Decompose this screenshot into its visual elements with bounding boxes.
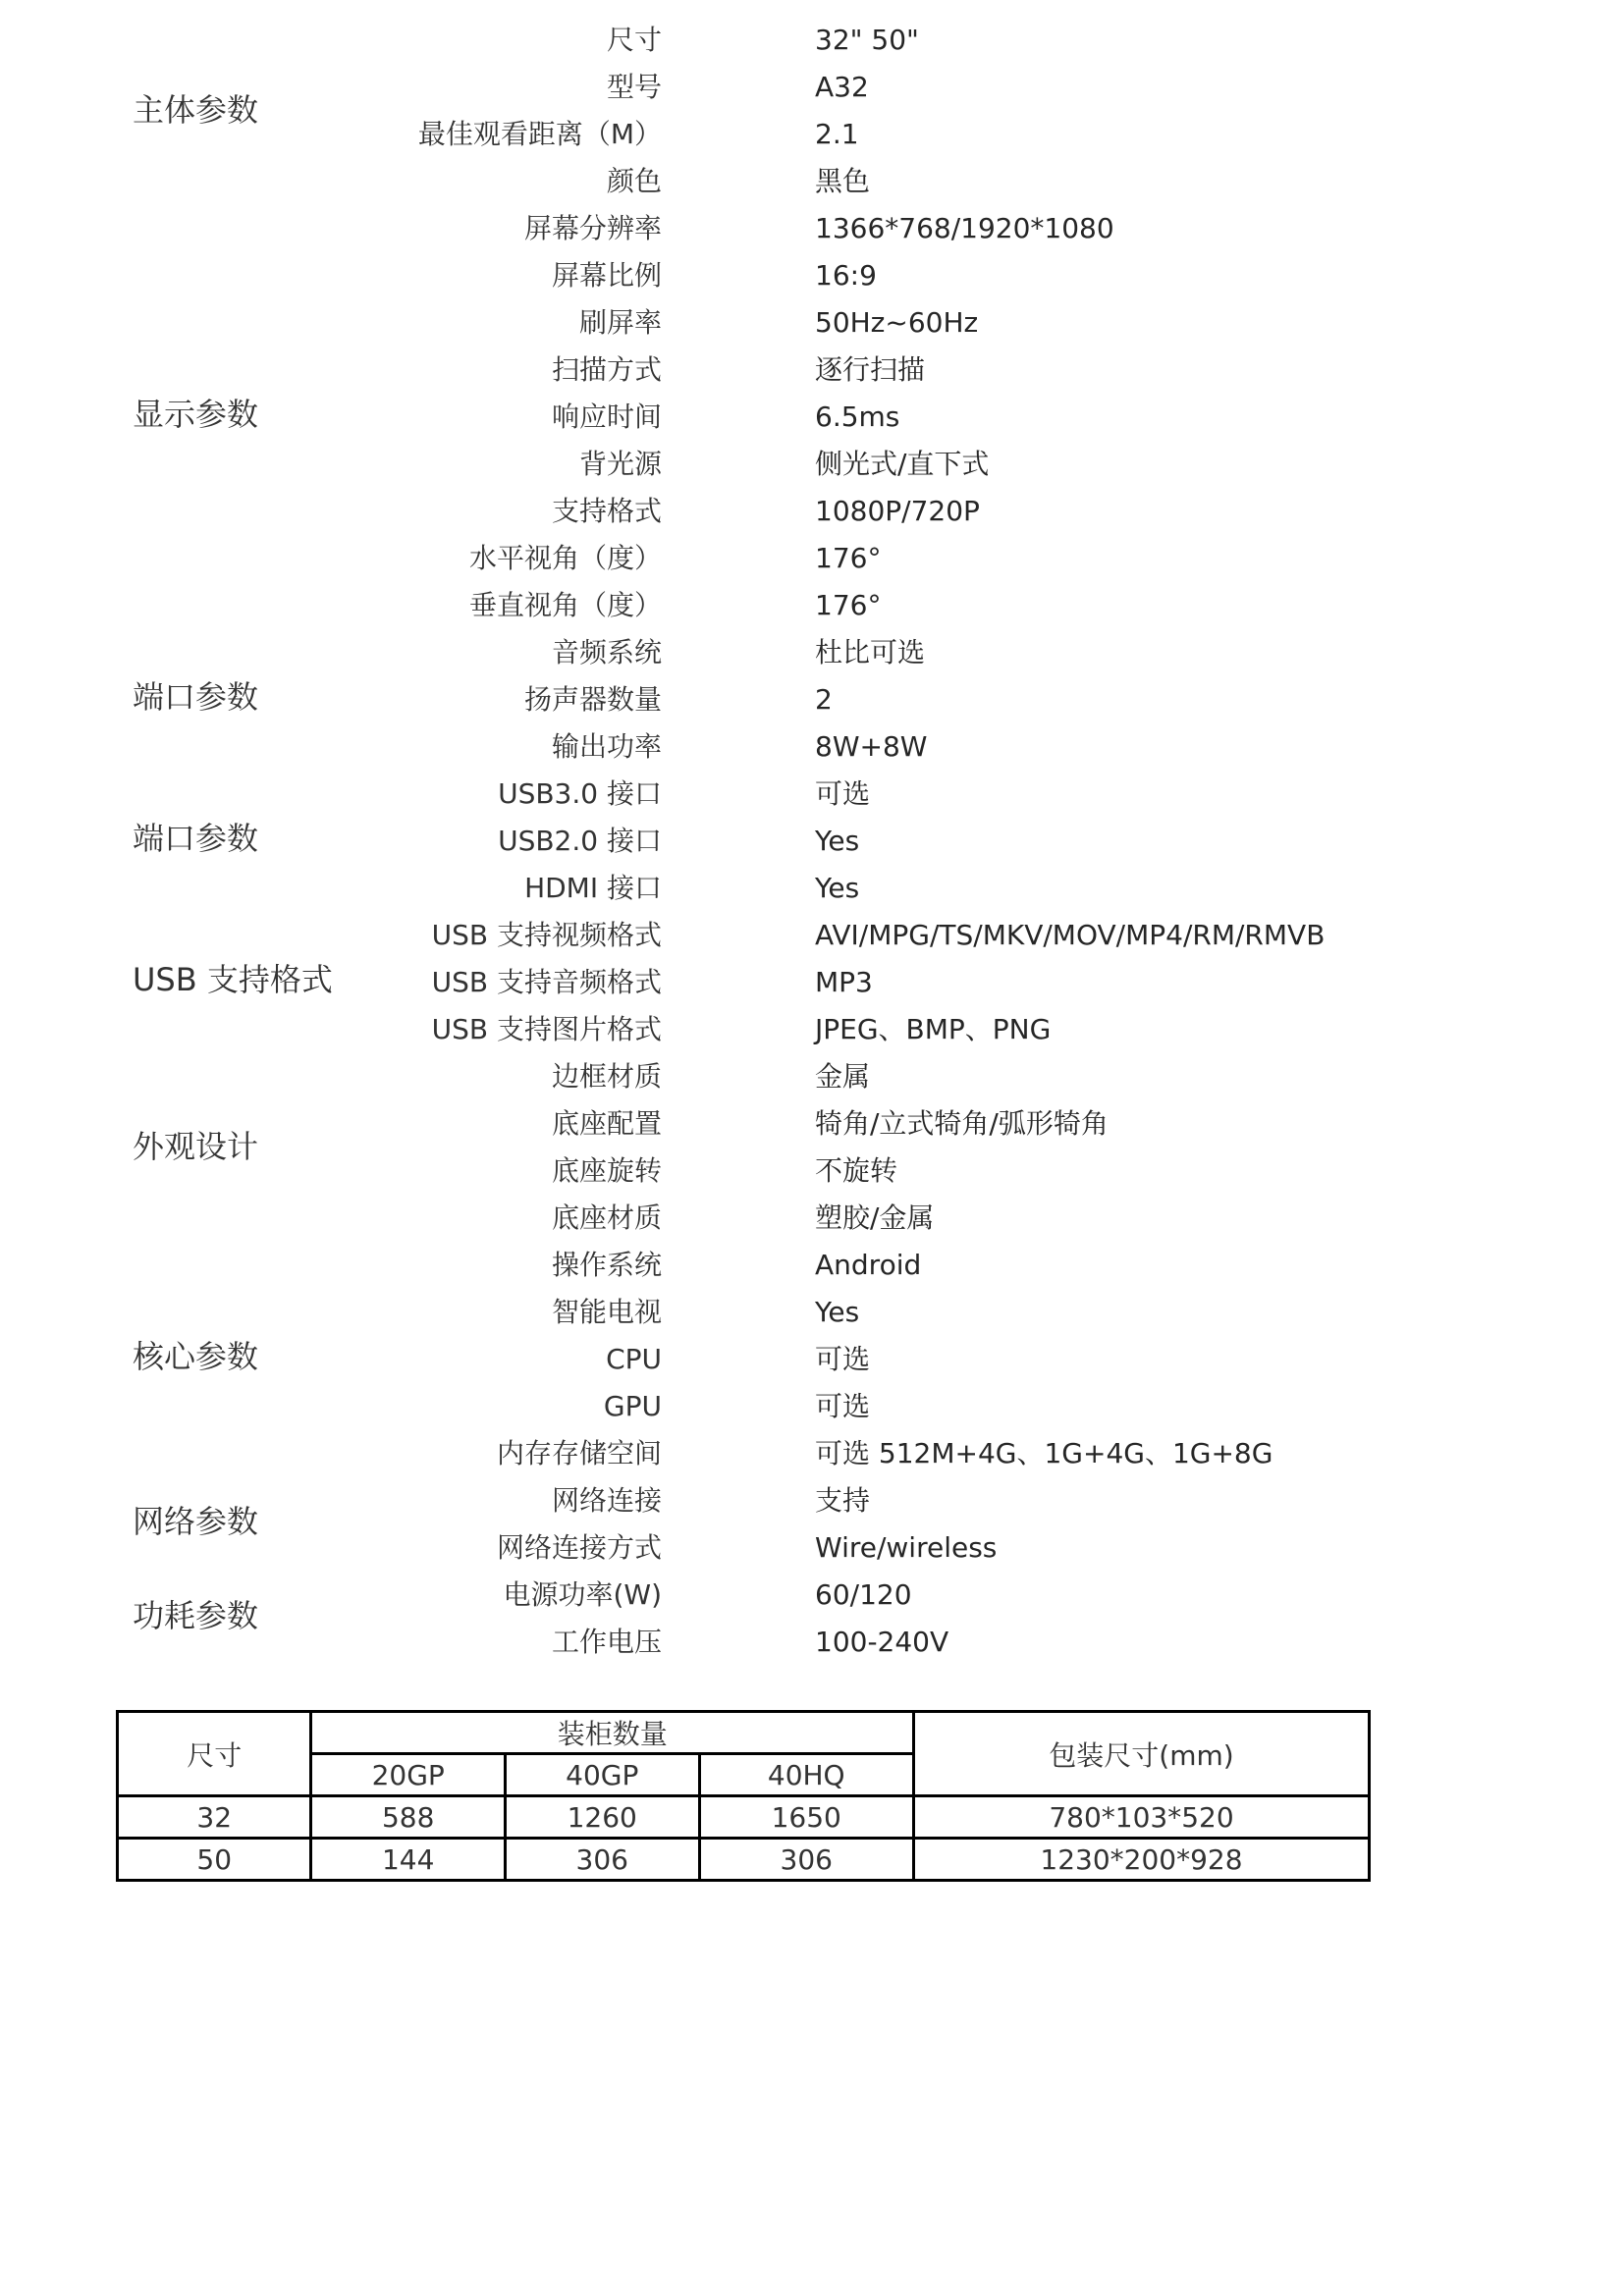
spec-row	[0, 1619, 1624, 1666]
spec-value: 可选	[815, 777, 871, 810]
spec-param: HDMI 接口	[524, 872, 662, 904]
spec-row	[0, 299, 1624, 347]
spec-row	[0, 111, 1624, 158]
spec-row	[0, 347, 1624, 394]
hq40-cell: 1650	[699, 1796, 913, 1839]
spec-row	[0, 1477, 1624, 1524]
group-label-power: 功耗参数	[133, 1597, 259, 1634]
container-header-cell: 装柜数量	[311, 1712, 914, 1754]
spec-value: 1366*768/1920*1080	[815, 212, 1114, 244]
packing-header-row	[118, 1712, 1370, 1754]
package-size-cell: 1230*200*928	[913, 1839, 1369, 1881]
spec-param: 操作系统	[551, 1249, 662, 1281]
spec-value: 可选 512M+4G、1G+4G、1G+8G	[815, 1437, 1273, 1469]
spec-param: 输出功率	[551, 730, 662, 763]
spec-param: 扫描方式	[551, 353, 662, 386]
spec-param: 屏幕分辨率	[523, 212, 662, 244]
spec-param: 音频系统	[551, 636, 662, 668]
spec-param: 内存存储空间	[496, 1437, 662, 1469]
spec-param: 尺寸	[606, 24, 662, 56]
spec-param: 电源功率(W)	[503, 1578, 662, 1611]
spec-row	[0, 1053, 1624, 1100]
group-label-usb-formats: USB 支持格式	[133, 961, 333, 998]
spec-value: 侧光式/直下式	[815, 448, 990, 480]
spec-row	[0, 252, 1624, 299]
group-label-network: 网络参数	[133, 1503, 259, 1540]
spec-param: 网络连接方式	[496, 1531, 662, 1564]
table-row	[118, 1839, 1370, 1881]
spec-value: 50Hz~60Hz	[815, 306, 979, 339]
spec-row	[0, 1336, 1624, 1383]
spec-row	[0, 1006, 1624, 1053]
spec-value: MP3	[815, 966, 873, 998]
package-size-cell: 780*103*520	[913, 1796, 1369, 1839]
spec-value: 支持	[815, 1484, 871, 1517]
spec-param: USB 支持音频格式	[431, 966, 662, 998]
spec-param: 底座旋转	[551, 1154, 662, 1187]
group-label-display: 显示参数	[133, 396, 259, 433]
spec-param: 底座材质	[551, 1201, 662, 1234]
packing-table	[116, 1710, 1371, 1882]
spec-value: 60/120	[815, 1578, 912, 1611]
group-label-appearance: 外观设计	[133, 1128, 259, 1165]
group-label-core: 核心参数	[133, 1338, 259, 1375]
spec-param: 刷屏率	[578, 306, 662, 339]
spec-row	[0, 1430, 1624, 1477]
hq40-cell: 306	[699, 1839, 913, 1881]
spec-row	[0, 865, 1624, 912]
spec-row	[0, 64, 1624, 111]
spec-param: 工作电压	[551, 1626, 662, 1658]
spec-param: USB3.0 接口	[498, 777, 662, 810]
size-header-cell: 尺寸	[118, 1712, 311, 1796]
spec-value: 8W+8W	[815, 730, 928, 763]
spec-row	[0, 394, 1624, 441]
spec-value: 塑胶/金属	[815, 1201, 935, 1234]
spec-row	[0, 441, 1624, 488]
spec-param: 颜色	[606, 165, 662, 197]
group-label-port-audio: 端口参数	[133, 678, 259, 716]
spec-value: Android	[815, 1249, 922, 1281]
spec-param: 垂直视角（度）	[468, 589, 662, 621]
gp20-cell: 588	[311, 1796, 506, 1839]
spec-row	[0, 1100, 1624, 1148]
spec-row	[0, 1242, 1624, 1289]
spec-value: JPEG、BMP、PNG	[815, 1013, 1052, 1045]
spec-row	[0, 818, 1624, 865]
spec-value: 32" 50"	[815, 24, 919, 56]
spec-row	[0, 205, 1624, 252]
spec-param: 智能电视	[551, 1296, 662, 1328]
spec-value: Yes	[815, 825, 860, 857]
spec-row	[0, 582, 1624, 629]
spec-value: Wire/wireless	[815, 1531, 998, 1564]
spec-row	[0, 17, 1624, 64]
container-type-cell: 40GP	[505, 1754, 699, 1796]
spec-param: 支持格式	[551, 495, 662, 527]
spec-param: GPU	[603, 1390, 662, 1422]
package-header-cell: 包装尺寸(mm)	[913, 1712, 1369, 1796]
spec-value: Yes	[815, 1296, 860, 1328]
spec-value: 金属	[815, 1060, 871, 1093]
group-label-port-interface: 端口参数	[133, 820, 259, 857]
spec-param: USB 支持图片格式	[431, 1013, 662, 1045]
spec-value: AVI/MPG/TS/MKV/MOV/MP4/RM/RMVB	[815, 919, 1326, 951]
spec-param: 底座配置	[551, 1107, 662, 1140]
spec-param: 型号	[606, 71, 662, 103]
spec-row	[0, 771, 1624, 818]
spec-row	[0, 1148, 1624, 1195]
spec-row	[0, 535, 1624, 582]
spec-row	[0, 959, 1624, 1006]
group-label-main: 主体参数	[133, 91, 259, 129]
spec-value: 可选	[815, 1343, 871, 1375]
spec-value: 犄角/立式犄角/弧形犄角	[815, 1107, 1109, 1140]
spec-value: 逐行扫描	[815, 353, 926, 386]
spec-value: A32	[815, 71, 869, 103]
gp20-cell: 144	[311, 1839, 506, 1881]
size-cell: 32	[118, 1796, 311, 1839]
spec-param: 背光源	[578, 448, 662, 480]
spec-param: 最佳观看距离（M）	[417, 118, 662, 150]
spec-param: USB2.0 接口	[498, 825, 662, 857]
container-type-cell: 40HQ	[699, 1754, 913, 1796]
spec-param: 边框材质	[551, 1060, 662, 1093]
spec-value: 2	[815, 683, 833, 716]
spec-value: 黑色	[815, 165, 871, 197]
container-type-cell: 20GP	[311, 1754, 506, 1796]
spec-value: 176°	[815, 589, 882, 621]
spec-value: 176°	[815, 542, 882, 574]
spec-param: 屏幕比例	[551, 259, 662, 292]
spec-param: 水平视角（度）	[468, 542, 662, 574]
spec-row	[0, 1289, 1624, 1336]
spec-row	[0, 723, 1624, 771]
spec-param: 扬声器数量	[523, 683, 662, 716]
spec-param: 响应时间	[551, 400, 662, 433]
table-row	[118, 1796, 1370, 1839]
spec-row	[0, 629, 1624, 676]
size-cell: 50	[118, 1839, 311, 1881]
spec-row	[0, 488, 1624, 535]
spec-row	[0, 1383, 1624, 1430]
spec-value: 杜比可选	[815, 636, 926, 668]
spec-param: USB 支持视频格式	[431, 919, 662, 951]
spec-value: Yes	[815, 872, 860, 904]
spec-value: 2.1	[815, 118, 859, 150]
spec-row	[0, 676, 1624, 723]
spec-row	[0, 912, 1624, 959]
spec-value: 16:9	[815, 259, 877, 292]
spec-value: 1080P/720P	[815, 495, 980, 527]
spec-row	[0, 1524, 1624, 1572]
spec-row	[0, 158, 1624, 205]
spec-value: 不旋转	[815, 1154, 898, 1187]
spec-param: CPU	[606, 1343, 662, 1375]
spec-row	[0, 1572, 1624, 1619]
spec-value: 6.5ms	[815, 400, 900, 433]
gp40-cell: 1260	[505, 1796, 699, 1839]
spec-param: 网络连接	[551, 1484, 662, 1517]
gp40-cell: 306	[505, 1839, 699, 1881]
spec-row	[0, 1195, 1624, 1242]
spec-value: 可选	[815, 1390, 871, 1422]
spec-value: 100-240V	[815, 1626, 949, 1658]
